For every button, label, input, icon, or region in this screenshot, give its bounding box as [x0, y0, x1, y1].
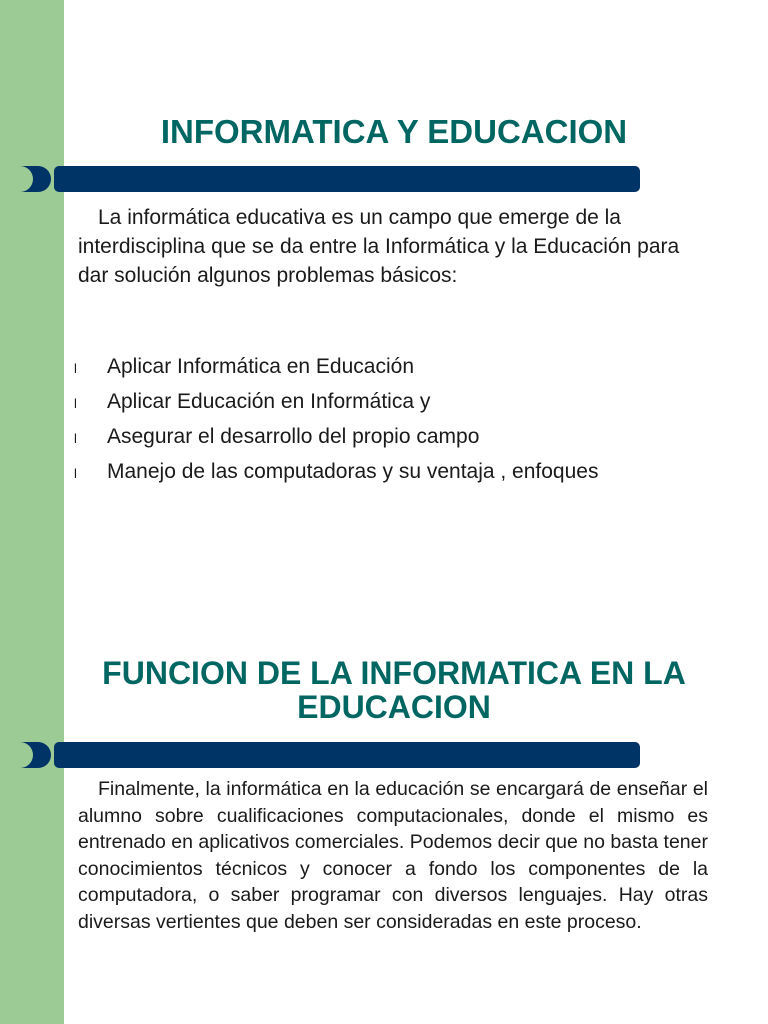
title-rule-1 — [20, 166, 640, 192]
list-item — [74, 425, 714, 460]
intro-paragraph — [78, 203, 702, 290]
list-item-text: Manejo de las computadoras y su ventaja , enfoques — [107, 460, 599, 483]
list-item — [74, 460, 714, 495]
title-rule-2 — [20, 742, 640, 768]
intro-text: La informática educativa es un campo que emerge de la interdisciplina que se da entre la Informática y la Educación para dar solución algunos problemas básicos: — [78, 206, 680, 287]
closing-paragraph — [78, 776, 708, 935]
closing-text: Finalmente, la informática en la educación se encargará de enseñar el alumno sobre cualificaciones computacionales, donde el mismo es entrenado en aplicativos comerciales. Podemos decir que no basta tener conocimientos técnicos y conocer a fondo los componentes de la computadora, o saber programar con diversos lenguajes. Hay otras diversas vertientes que deben ser consideradas en este proceso. — [78, 778, 708, 933]
list-item-text: Asegurar el desarrollo del propio campo — [107, 425, 480, 448]
list-item — [74, 390, 714, 425]
bullet-icon: l — [74, 396, 77, 411]
list-item — [74, 355, 714, 390]
bullet-list — [74, 355, 714, 495]
slide-title-2: FUNCION DE LA INFORMATICA EN LA EDUCACION — [102, 655, 686, 725]
list-item-text: Aplicar Educación en Informática y — [107, 390, 431, 413]
bullet-icon: l — [74, 466, 77, 481]
bullet-icon: l — [74, 431, 77, 446]
left-green-band — [0, 0, 64, 1024]
bullet-icon: l — [74, 361, 77, 376]
slide-title-1: INFORMATICA Y EDUCACION — [160, 113, 628, 150]
list-item-text: Aplicar Informática en Educación — [107, 355, 414, 378]
